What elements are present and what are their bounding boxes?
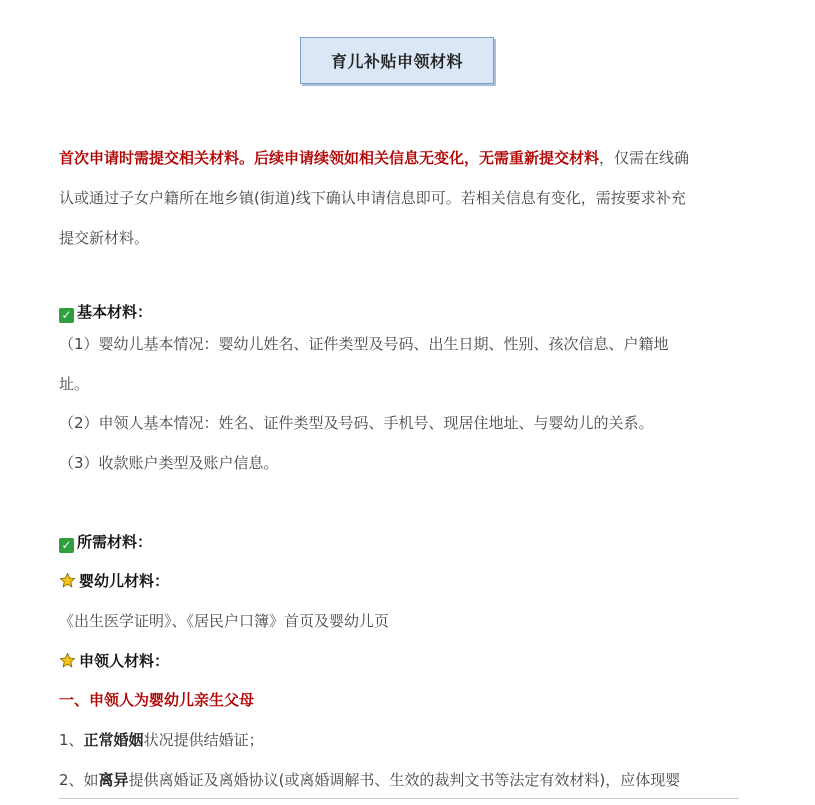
item-1-bold: 正常婚姻 bbox=[83, 731, 144, 749]
infant-heading-text: 婴幼儿材料： bbox=[79, 572, 170, 590]
intro-emphasis: 首次申请时需提交相关材料。后续申请续领如相关信息无变化，无需重新提交材料 bbox=[59, 149, 600, 167]
intro-line-2: 认或通过子女户籍所在地乡镇(街道)线下确认申请信息即可。若相关信息有变化，需按要求补充 bbox=[59, 189, 686, 207]
basic-item-1-line-1: （1）婴幼儿基本情况：婴幼儿姓名、证件类型及号码、出生日期、性别、孩次信息、户籍地 bbox=[59, 335, 669, 353]
section-1-heading: 一、申领人为婴幼儿亲生父母 bbox=[59, 691, 255, 709]
basic-item-2: （2）申领人基本情况：姓名、证件类型及号码、手机号、现居住地址、与婴幼儿的关系。 bbox=[59, 414, 654, 432]
required-materials-heading bbox=[59, 532, 739, 553]
intro-line-1 bbox=[59, 148, 739, 168]
item-2-bold: 离异 bbox=[98, 771, 129, 789]
basic-heading-text: 基本材料： bbox=[77, 303, 153, 321]
item-1-rest: 状况提供结婚证； bbox=[143, 731, 264, 749]
item-2-prefix: 2、如 bbox=[59, 771, 99, 789]
item-2-rest: 提供离婚证及离婚协议(或离婚调解书、生效的裁判文书等法定有效材料)，应体现婴 bbox=[128, 771, 681, 789]
basic-item-1-line-2: 址。 bbox=[59, 375, 90, 393]
infant-materials-heading bbox=[59, 571, 739, 591]
applicant-item-1 bbox=[59, 730, 739, 750]
applicant-item-2 bbox=[59, 770, 739, 790]
check-mark-icon: ✓ bbox=[59, 538, 74, 553]
star-icon bbox=[59, 652, 76, 669]
intro-line-3: 提交新材料。 bbox=[59, 229, 150, 247]
page-title: 育儿补贴申领材料 bbox=[300, 37, 494, 84]
item-1-prefix: 1、 bbox=[59, 731, 84, 749]
check-mark-icon: ✓ bbox=[59, 308, 74, 323]
intro-line-1-rest: ，仅需在线确 bbox=[599, 149, 690, 167]
applicant-materials-heading bbox=[59, 651, 739, 671]
title-box-wrapper bbox=[300, 37, 494, 84]
basic-materials-heading bbox=[59, 302, 739, 323]
infant-materials-text: 《出生医学证明》、《居民户口簿》首页及婴幼儿页 bbox=[59, 612, 390, 630]
applicant-heading-text: 申领人材料： bbox=[79, 652, 170, 670]
bottom-divider bbox=[59, 798, 739, 799]
basic-item-3: （3）收款账户类型及账户信息。 bbox=[59, 454, 279, 472]
required-heading-text: 所需材料： bbox=[77, 533, 153, 551]
star-icon bbox=[59, 572, 76, 589]
